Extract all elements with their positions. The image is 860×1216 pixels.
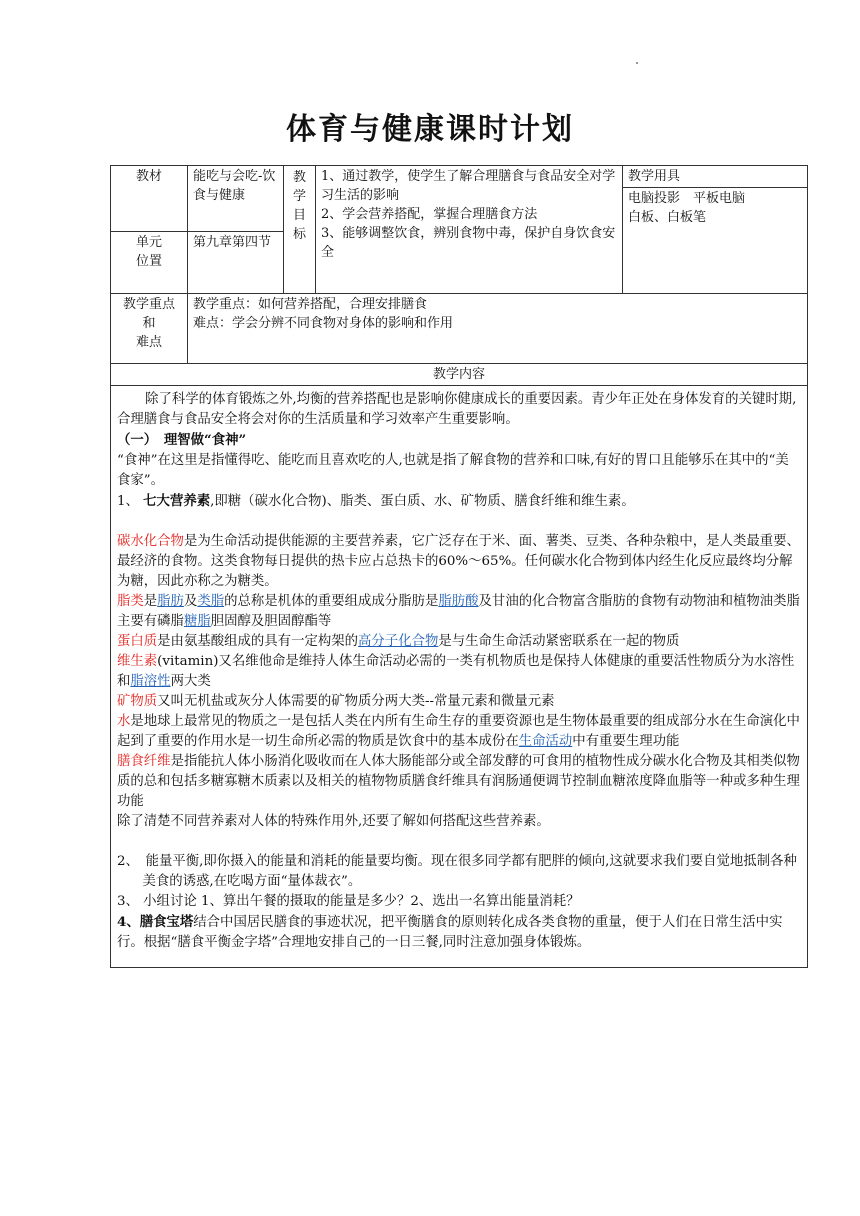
protein-text: 是由氨基酸组成的具有一定构架的 [157, 634, 359, 649]
goals-label-char: 教 [292, 170, 306, 185]
pyramid-text: 结合中国居民膳食的事迹状况，把平衡膳食的原则转化成各类食物的重量，便于人们在日常生活中实行。根据“膳食平衡金字塔”合理地安排自己的一日三餐,同时注意加强身体锻炼。 [117, 915, 783, 950]
fat-text: 及 [183, 594, 198, 609]
fat-text: 及甘油的化合物富含脂肪的食物有动物油和植物油类脂主要有磷脂 [117, 594, 800, 629]
unit-value: 第九章第四节 [188, 232, 284, 294]
discussion-paragraph: 3、 小组讨论 1、算出午餐的摄取的能量是多少？2、选出一名算出能量消耗？ [117, 894, 580, 909]
goals-label-char: 目 [292, 208, 306, 223]
focus-cell [188, 294, 808, 364]
focus-label [111, 294, 188, 364]
unit-label [111, 232, 188, 294]
pyramid-title: 4、膳食宝塔 [117, 914, 194, 930]
focus-label-line: 难点 [135, 335, 162, 350]
focus-line: 教学重点：如何营养搭配，合理安排膳食 [193, 297, 428, 312]
section-heading [117, 430, 801, 451]
protein-paragraph [117, 632, 801, 652]
fiber-text: 是指能抗人体小肠消化吸收而在人体大肠能部分或全部发酵的可食用的植物性成分碳水化合物及其相类似物质的总和包括多糖寡糖木质素以及相关的植物物质膳食纤维具有润肠通便调节控制血糖浓度降血脂等一种或多种生理功能 [117, 754, 800, 809]
fiber-paragraph [117, 752, 801, 812]
term-water: 水 [117, 714, 131, 729]
term-protein: 蛋白质 [117, 634, 158, 649]
goal-item: 1、通过教学，使学生了解合理膳食与食品安全对学习生活的影响 [321, 169, 616, 203]
vitamin-text: 两大类 [170, 674, 211, 689]
blank-line [117, 832, 801, 852]
unit-label-line: 位置 [135, 254, 162, 269]
goals-cell [316, 166, 623, 294]
term-fiber: 膳食纤维 [117, 754, 171, 769]
focus-label-line: 和 [142, 316, 156, 331]
term-fat: 脂类 [117, 594, 144, 609]
goals-label [284, 166, 316, 294]
unit-label-line: 单元 [135, 235, 162, 250]
goals-label-char: 标 [292, 227, 306, 242]
carb-text: 是为生命活动提供能源的主要营养素，它广泛存在于米、面、薯类、豆类、各种杂粮中，是人类最重要、最经济的食物。这类食物每日提供的热卡应占总热卡的60%～65%。任何碳水化合物到体内经生化反应最终均分解为糖，因此亦称之为糖类。 [117, 534, 800, 589]
focus-line: 难点：学会分辨不同食物对身体的影响和作用 [193, 316, 454, 331]
blank-line [117, 512, 801, 532]
vitamin-paragraph [117, 652, 801, 692]
link-life-activity[interactable]: 生命活动 [518, 734, 573, 749]
material-label: 教材 [111, 166, 188, 232]
fat-text: 是 [143, 594, 158, 609]
section-title: 理智做“食神” [163, 432, 247, 448]
page-title: 体育与健康课时计划 [286, 112, 574, 147]
vitamin-text: (vitamin)又名维他命是维持人体生命活动必需的一类有机物质也是保持人体健康的重要活性物质分为水溶性和 [117, 654, 795, 689]
term-vitamin: 维生素 [117, 654, 158, 669]
content-cell [111, 386, 808, 968]
water-text: 是地球上最常见的物质之一是包括人类在内所有生命生存的重要资源也是生物体最重要的组成部分水在生命演化中起到了重要的作用水是一切生命所必需的物质是饮食中的基本成份在 [117, 714, 800, 749]
tools-line: 电脑投影 平板电脑 [628, 191, 746, 206]
nutrients-title: 七大营养素 [143, 493, 211, 509]
fat-paragraph [117, 592, 801, 632]
fat-text: 的总称是机体的重要组成成分脂肪是 [224, 594, 439, 609]
mineral-text: 又叫无机盐或灰分人体需要的矿物质分两大类--常量元素和微量元素 [157, 694, 555, 709]
tools-line: 白板、白板笔 [628, 210, 707, 225]
section-number: （一） [117, 432, 164, 448]
tools-cell [623, 188, 808, 294]
term-carbohydrate: 碳水化合物 [117, 534, 184, 549]
protein-text: 是与生命生命活动紧密联系在一起的物质 [438, 634, 680, 649]
foodie-paragraph: “食神”在这里是指懂得吃、能吃而且喜欢吃的人,也就是指了解食物的营养和口味,有好的胃口且能够乐在其中的“美食家”。 [117, 453, 789, 488]
link-fatty-acid[interactable]: 脂肪酸 [438, 594, 479, 609]
link-lipoid[interactable]: 类脂 [197, 594, 225, 609]
summary-paragraph: 除了清楚不同营养素对人体的特殊作用外,还要了解如何搭配这些营养素。 [117, 814, 550, 829]
fat-text: 胆固醇及胆固醇酯等 [210, 614, 332, 629]
page-dot [636, 62, 638, 64]
goals-label-char: 学 [292, 189, 306, 204]
content-header: 教学内容 [111, 364, 808, 386]
lesson-plan-table [110, 165, 808, 968]
link-fat[interactable]: 脂肪 [157, 594, 184, 609]
material-value: 能吃与会吃-饮食与健康 [188, 166, 284, 232]
link-polymer[interactable]: 高分子化合物 [358, 634, 439, 649]
intro-paragraph: 除了科学的体育锻炼之外,均衡的营养搭配也是影响你健康成长的重要因素。青少年正处在身体发育的关键时期,合理膳食与食品安全将会对你的生活质量和学习效率产生重要影响。 [117, 392, 797, 427]
nutrients-list: ,即糖（碳水化合物)、脂类、蛋白质、水、矿物质、膳食纤维和维生素。 [210, 494, 635, 509]
focus-label-line: 教学重点 [122, 297, 175, 312]
item-number: 1、 [117, 494, 144, 509]
mineral-paragraph [117, 692, 801, 712]
term-mineral: 矿物质 [117, 694, 158, 709]
goal-item: 3、能够调整饮食，辨别食物中毒，保护自身饮食安全 [321, 226, 616, 260]
nutrients-line [117, 491, 801, 512]
water-text: 中有重要生理功能 [572, 734, 680, 749]
goal-item: 2、学会营养搭配，掌握合理膳食方法 [321, 207, 538, 222]
carb-paragraph [117, 532, 801, 592]
link-glycolipid[interactable]: 糖脂 [183, 614, 211, 629]
water-paragraph [117, 712, 801, 752]
energy-paragraph: 2、 能量平衡,即你摄入的能量和消耗的能量要均衡。现在很多同学都有肥胖的倾向,这就要求我们要自觉地抵制各种美食的诱惑,在吃喝方面“量体裁衣”。 [117, 854, 797, 889]
pyramid-paragraph [117, 912, 801, 953]
tools-label: 教学用具 [623, 166, 808, 188]
link-fat-soluble[interactable]: 脂溶性 [130, 674, 171, 689]
